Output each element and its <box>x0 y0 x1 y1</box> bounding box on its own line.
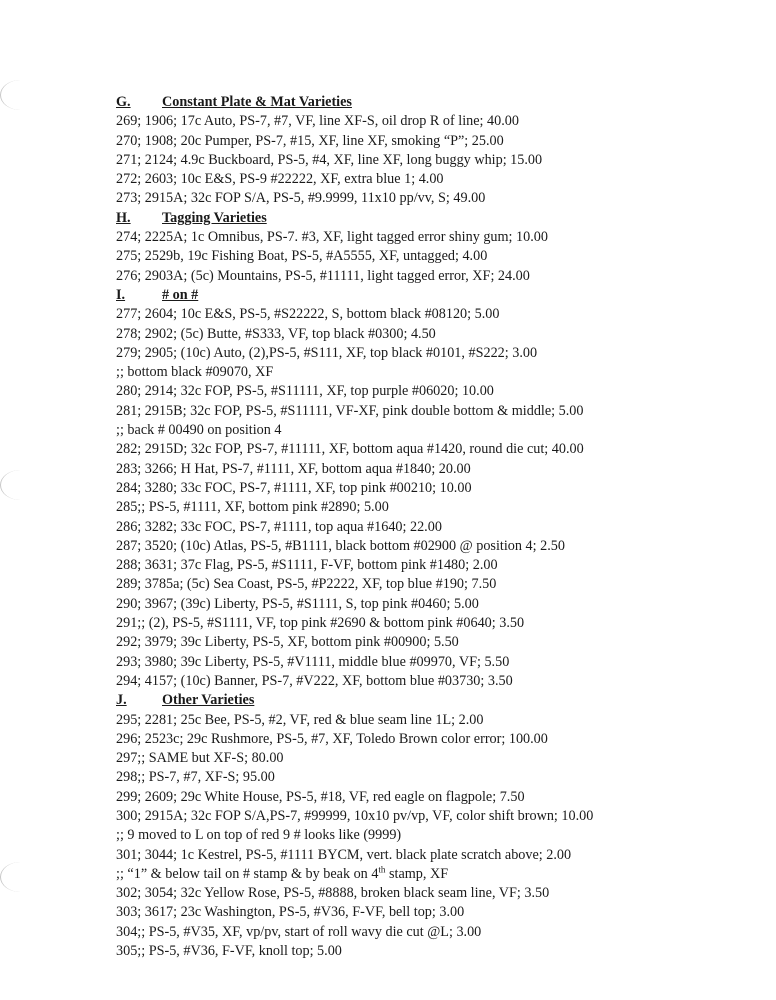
section-title: # on # <box>162 286 199 303</box>
lot-line: 293; 3980; 39c Liberty, PS-5, #V1111, middle blue #09970, VF; 5.50 <box>116 653 510 670</box>
lot-line: 299; 2609; 29c White House, PS-5, #18, VF, red eagle on flagpole; 7.50 <box>116 788 525 805</box>
lot-line: 291;; (2), PS-5, #S1111, VF, top pink #2690 & bottom pink #0640; 3.50 <box>116 615 525 632</box>
lot-line: 279; 2905; (10c) Auto, (2),PS-5, #S111, XF, top black #0101, #S222; 3.00 <box>116 344 538 361</box>
lot-line: 296; 2523c; 29c Rushmore, PS-5, #7, XF, Toledo Brown color error; 100.00 <box>116 730 548 747</box>
lot-line: 276; 2903A; (5c) Mountains, PS-5, #11111, light tagged error, XF; 24.00 <box>116 267 530 284</box>
lot-line: 277; 2604; 10c E&S, PS-5, #S22222, S, bottom black #08120; 5.00 <box>116 306 500 323</box>
lot-line: 269; 1906; 17c Auto, PS-7, #7, VF, line XF-S, oil drop R of line; 40.00 <box>116 113 519 130</box>
lot-line: 297;; SAME but XF-S; 80.00 <box>116 750 284 767</box>
lot-line: 281; 2915B; 32c FOP, PS-5, #S11111, VF-XF, pink double bottom & middle; 5.00 <box>116 402 584 419</box>
lot-line: 289; 3785a; (5c) Sea Coast, PS-5, #P2222, XF, top blue #190; 7.50 <box>116 576 497 593</box>
lot-line: 286; 3282; 33c FOC, PS-7, #1111, top aqua #1640; 22.00 <box>116 518 442 535</box>
lot-line: 288; 3631; 37c Flag, PS-5, #S1111, F-VF, bottom pink #1480; 2.00 <box>116 557 498 574</box>
section-heading <box>116 209 756 228</box>
section-letter: H. <box>116 209 131 226</box>
lot-line: 304;; PS-5, #V35, XF, vp/pv, start of roll wavy die cut @L; 3.00 <box>116 923 482 940</box>
lot-line: 278; 2902; (5c) Butte, #S333, VF, top black #0300; 4.50 <box>116 325 436 342</box>
lot-line: 287; 3520; (10c) Atlas, PS-5, #B1111, black bottom #02900 @ position 4; 2.50 <box>116 537 565 554</box>
punch-hole-1 <box>0 80 41 110</box>
lot-line: ;; back # 00490 on position 4 <box>116 422 282 439</box>
lot-line: 302; 3054; 32c Yellow Rose, PS-5, #8888, broken black seam line, VF; 3.50 <box>116 885 550 902</box>
lot-line: 272; 2603; 10c E&S, PS-9 #22222, XF, extra blue 1; 4.00 <box>116 171 444 188</box>
section-title: Tagging Varieties <box>162 209 267 226</box>
lot-line: ;; 9 moved to L on top of red 9 # looks like (9999) <box>116 827 402 844</box>
lot-line: 305;; PS-5, #V36, F-VF, knoll top; 5.00 <box>116 943 342 960</box>
lot-line: 273; 2915A; 32c FOP S/A, PS-5, #9.9999, 11x10 pp/vv, S; 49.00 <box>116 190 486 207</box>
section-letter: I. <box>116 286 126 303</box>
lot-line: 298;; PS-7, #7, XF-S; 95.00 <box>116 769 275 786</box>
section-title: Other Varieties <box>162 692 255 709</box>
section-title: Constant Plate & Mat Varieties <box>162 94 352 110</box>
section-letter: J. <box>116 692 127 709</box>
note-text: ;; “1” & below tail on # stamp & by beak on 4 <box>116 865 379 882</box>
lot-line: 300; 2915A; 32c FOP S/A,PS-7, #99999, 10x10 pv/vp, VF, color shift brown; 10.00 <box>116 807 594 824</box>
document-page <box>116 93 756 961</box>
superscript: th <box>378 864 386 875</box>
lot-line: 290; 3967; (39c) Liberty, PS-5, #S1111, S, top pink #0460; 5.00 <box>116 595 479 612</box>
lot-line: 282; 2915D; 32c FOP, PS-7, #11111, XF, bottom aqua #1420, round die cut; 40.00 <box>116 441 584 458</box>
section-heading <box>116 691 756 710</box>
lot-line: 275; 2529b, 19c Fishing Boat, PS-5, #A5555, XF, untagged; 4.00 <box>116 248 488 265</box>
lot-line: 274; 2225A; 1c Omnibus, PS-7. #3, XF, light tagged error shiny gum; 10.00 <box>116 229 548 246</box>
lot-line: 295; 2281; 25c Bee, PS-5, #2, VF, red & blue seam line 1L; 2.00 <box>116 711 484 728</box>
section-letter: G. <box>116 94 131 110</box>
lot-line: 280; 2914; 32c FOP, PS-5, #S11111, XF, top purple #06020; 10.00 <box>116 383 494 400</box>
lot-line: 284; 3280; 33c FOC, PS-7, #1111, XF, top pink #00210; 10.00 <box>116 479 472 496</box>
lot-line: 292; 3979; 39c Liberty, PS-5, XF, bottom pink #00900; 5.50 <box>116 634 459 651</box>
section-heading <box>116 286 756 305</box>
punch-hole-2 <box>0 470 41 500</box>
section-heading <box>116 93 756 112</box>
lot-line: 294; 4157; (10c) Banner, PS-7, #V222, XF, bottom blue #03730; 3.50 <box>116 672 513 689</box>
lot-line: 285;; PS-5, #1111, XF, bottom pink #2890; 5.00 <box>116 499 389 516</box>
lot-line: 303; 3617; 23c Washington, PS-5, #V36, F-VF, bell top; 3.00 <box>116 904 465 921</box>
lot-line <box>116 865 756 884</box>
lot-line: 301; 3044; 1c Kestrel, PS-5, #1111 BYCM, vert. black plate scratch above; 2.00 <box>116 846 572 863</box>
lot-line: 271; 2124; 4.9c Buckboard, PS-5, #4, XF, line XF, long buggy whip; 15.00 <box>116 151 543 168</box>
lot-line: 270; 1908; 20c Pumper, PS-7, #15, XF, line XF, smoking “P”; 25.00 <box>116 132 504 149</box>
lot-line: ;; bottom black #09070, XF <box>116 364 274 381</box>
note-text: stamp, XF <box>385 865 449 882</box>
punch-hole-3 <box>0 862 41 892</box>
lot-line: 283; 3266; H Hat, PS-7, #1111, XF, bottom aqua #1840; 20.00 <box>116 460 471 477</box>
